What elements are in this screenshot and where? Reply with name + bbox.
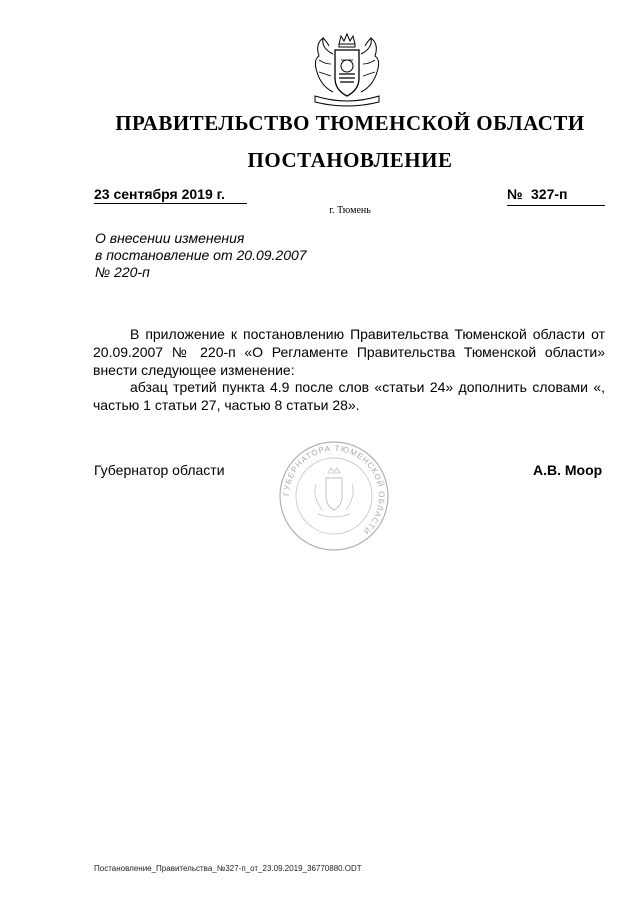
tyumen-coat-of-arms-icon: [305, 30, 389, 110]
subject-line: № 220-п: [95, 264, 150, 280]
body-paragraph: В приложение к постановлению Правительства Тюменской области от 20.09.2007 № 220-п «О Регламенте Правительства Тюменской области» внести следующее изменение:: [93, 326, 605, 378]
document-type-title: ПОСТАНОВЛЕНИЕ: [247, 148, 453, 172]
document-date: 23 сентября 2019 г.: [94, 186, 247, 204]
document-city: г. Тюмень: [329, 205, 371, 216]
document-subject: [95, 230, 307, 281]
organization-title: ПРАВИТЕЛЬСТВО ТЮМЕНСКОЙ ОБЛАСТИ: [115, 111, 585, 135]
document-number-field: [507, 186, 605, 206]
document-number: 327-п: [531, 186, 568, 202]
body-paragraph: абзац третий пункта 4.9 после слов «статьи 24» дополнить словами «, частью 1 статьи 27, частью 8 статьи 28».: [93, 379, 605, 413]
signatory-position: Губернатор области: [94, 462, 225, 478]
file-name-footer: Постановление_Правительства_№327-п_от_23.09.2019_36770880.ODT: [94, 864, 362, 873]
subject-line: в постановление от 20.09.2007: [95, 247, 307, 263]
signatory-name: А.В. Моор: [533, 462, 603, 478]
subject-line: О внесении изменения: [95, 230, 245, 246]
official-seal-icon: [278, 440, 390, 552]
number-sign: №: [507, 186, 523, 202]
svg-text:ГУБЕРНАТОРА ТЮМЕНСКОЙ ОБЛАСТИ: ГУБЕРНАТОРА ТЮМЕНСКОЙ ОБЛАСТИ: [281, 443, 387, 537]
